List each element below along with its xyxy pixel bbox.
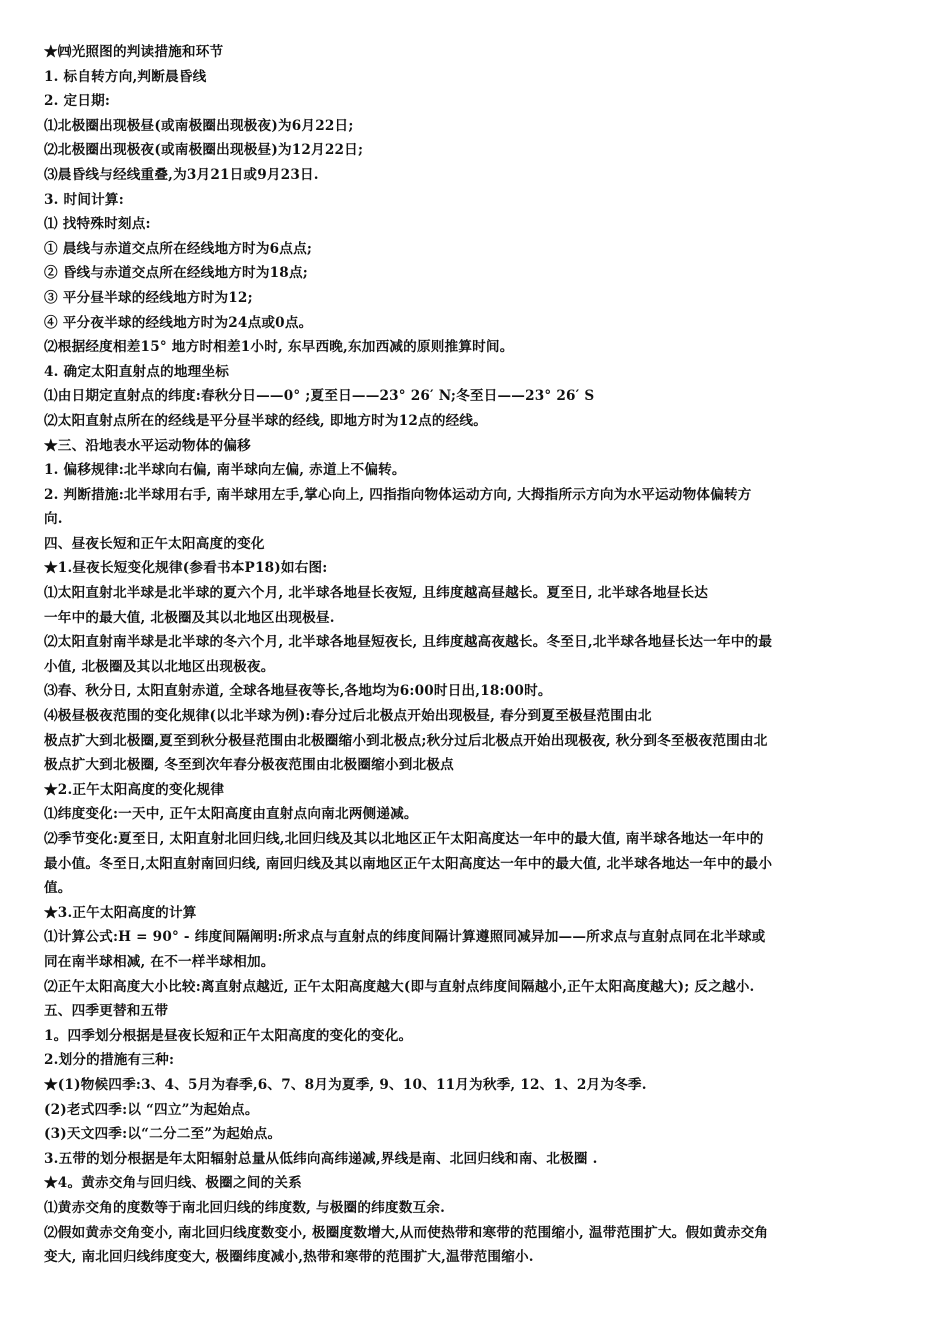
text-line: 四、昼夜长短和正午太阳高度的变化 <box>44 535 265 552</box>
text-line: ★㈣光照图的判读措施和环节 <box>44 44 224 60</box>
text-line: ★(1)物候四季:3、4、5月为春季,6、7、8月为夏季, 9、10、11月为秋季, 12、1、2月为冬季. <box>44 1076 647 1093</box>
text-line: ⑴由日期定直射点的纬度:春秋分日——0° ;夏至日——23° 26′ N;冬至日——23° 26′ S <box>44 388 595 405</box>
text-line: ★三、沿地表水平运动物体的偏移 <box>44 437 251 454</box>
text-line: ③ 平分昼半球的经线地方时为12; <box>44 289 253 306</box>
text-line: ★2.正午太阳高度的变化规律 <box>44 781 225 798</box>
text-line: 极点扩大到北极圈,夏至到秋分极昼范围由北极圈缩小到北极点;秋分过后北极点开始出现极夜, 秋分到冬至极夜范围由北 <box>44 732 768 749</box>
text-line: 2. 判断措施:北半球用右手, 南半球用左手,掌心向上, 四指指向物体运动方向, 大拇指所示方向为水平运动物体偏转方 <box>44 486 752 503</box>
text-line: ⑴ 找特殊时刻点: <box>44 216 151 233</box>
text-line: ⑴黄赤交角的度数等于南北回归线的纬度数, 与极圈的纬度数互余. <box>44 1199 446 1216</box>
text-line: (2)老式四季:以 “四立”为起始点。 <box>44 1101 259 1118</box>
document-page <box>44 40 910 1270</box>
text-line: 向. <box>44 511 63 528</box>
text-line: ⑴计算公式:H = 90° - 纬度间隔阐明:所求点与直射点的纬度间隔计算遵照同减异加——所求点与直射点同在北半球或 <box>44 929 766 946</box>
text-line: ★3.正午太阳高度的计算 <box>44 904 197 921</box>
text-line: (3)天文四季:以“二分二至”为起始点。 <box>44 1126 282 1143</box>
text-line: 值。 <box>44 880 72 897</box>
text-line: 极点扩大到北极圈, 冬至到次年春分极夜范围由北极圈缩小到北极点 <box>44 757 454 774</box>
text-line: 3. 时间计算: <box>44 191 124 208</box>
text-line: 2.划分的措施有三种: <box>44 1052 175 1069</box>
text-line: ⑴北极圈出现极昼(或南极圈出现极夜)为6月22日; <box>44 117 354 134</box>
text-line: 1. 偏移规律:北半球向右偏, 南半球向左偏, 赤道上不偏转。 <box>44 462 406 479</box>
text-line: ⑶春、秋分日, 太阳直射赤道, 全球各地昼夜等长,各地均为6:00时日出,18:00时。 <box>44 683 552 700</box>
text-line: 最小值。冬至日,太阳直射南回归线, 南回归线及其以南地区正午太阳高度达一年中的最大值, 北半球各地达一年中的最小 <box>44 855 773 872</box>
text-line: ★4。黄赤交角与回归线、极圈之间的关系 <box>44 1175 302 1192</box>
text-line: ⑴纬度变化:一天中, 正午太阳高度由直射点向南北两侧递减。 <box>44 806 418 823</box>
text-line: ⑵北极圈出现极夜(或南极圈出现极昼)为12月22日; <box>44 142 364 159</box>
text-line: 同在南半球相减, 在不一样半球相加。 <box>44 953 275 970</box>
text-line: ① 晨线与赤道交点所在经线地方时为6点点; <box>44 240 313 257</box>
text-line: ⑵假如黄赤交角变小, 南北回归线度数变小, 极圈度数增大,从而使热带和寒带的范围缩小, 温带范围扩大。假如黄赤交角 <box>44 1224 769 1241</box>
text-line: 一年中的最大值, 北极圈及其以北地区出现极昼. <box>44 609 335 626</box>
text-line: 五、四季更替和五带 <box>44 1003 169 1020</box>
text-line: ⑶晨昏线与经线重叠,为3月21日或9月23日. <box>44 166 319 183</box>
text-line: ⑴太阳直射北半球是北半球的夏六个月, 北半球各地昼长夜短, 且纬度越高昼越长。夏至日, 北半球各地昼长达 <box>44 585 709 602</box>
text-line: 2. 定日期: <box>44 93 111 110</box>
text-line: 3.五带的划分根据是年太阳辐射总量从低纬向高纬递减,界线是南、北回归线和南、北极圈 . <box>44 1150 598 1167</box>
text-line: ★1.昼夜长短变化规律(参看书本P18)如右图: <box>44 560 328 577</box>
text-line: 4. 确定太阳直射点的地理坐标 <box>44 363 230 380</box>
text-line: 变大, 南北回归线纬度变大, 极圈纬度减小,热带和寒带的范围扩大,温带范围缩小. <box>44 1249 534 1266</box>
text-line: 小值, 北极圈及其以北地区出现极夜。 <box>44 658 275 675</box>
text-line: ⑵太阳直射南半球是北半球的冬六个月, 北半球各地昼短夜长, 且纬度越高夜越长。冬至日,北半球各地昼长达一年中的最 <box>44 634 773 651</box>
text-line: ⑷极昼极夜范围的变化规律(以北半球为例):春分过后北极点开始出现极昼, 春分到夏至极昼范围由北 <box>44 708 652 725</box>
text-line: ⑵根据经度相差15° 地方时相差1小时, 东早西晚,东加西减的原则推算时间。 <box>44 339 514 356</box>
text-line: 1. 标自转方向,判断晨昏线 <box>44 68 207 85</box>
text-line: ⑵季节变化:夏至日, 太阳直射北回归线,北回归线及其以北地区正午太阳高度达一年中的最大值, 南半球各地达一年中的 <box>44 831 764 847</box>
text-line: ⑵正午太阳高度大小比较:离直射点越近, 正午太阳高度越大(即与直射点纬度间隔越小,正午太阳高度越大); 反之越小. <box>44 978 755 995</box>
text-line: ④ 平分夜半球的经线地方时为24点或0点。 <box>44 314 313 331</box>
text-line: 1。四季划分根据是昼夜长短和正午太阳高度的变化的变化。 <box>44 1027 413 1044</box>
text-line: ② 昏线与赤道交点所在经线地方时为18点; <box>44 265 308 282</box>
text-line: ⑵太阳直射点所在的经线是平分昼半球的经线, 即地方时为12点的经线。 <box>44 412 487 429</box>
